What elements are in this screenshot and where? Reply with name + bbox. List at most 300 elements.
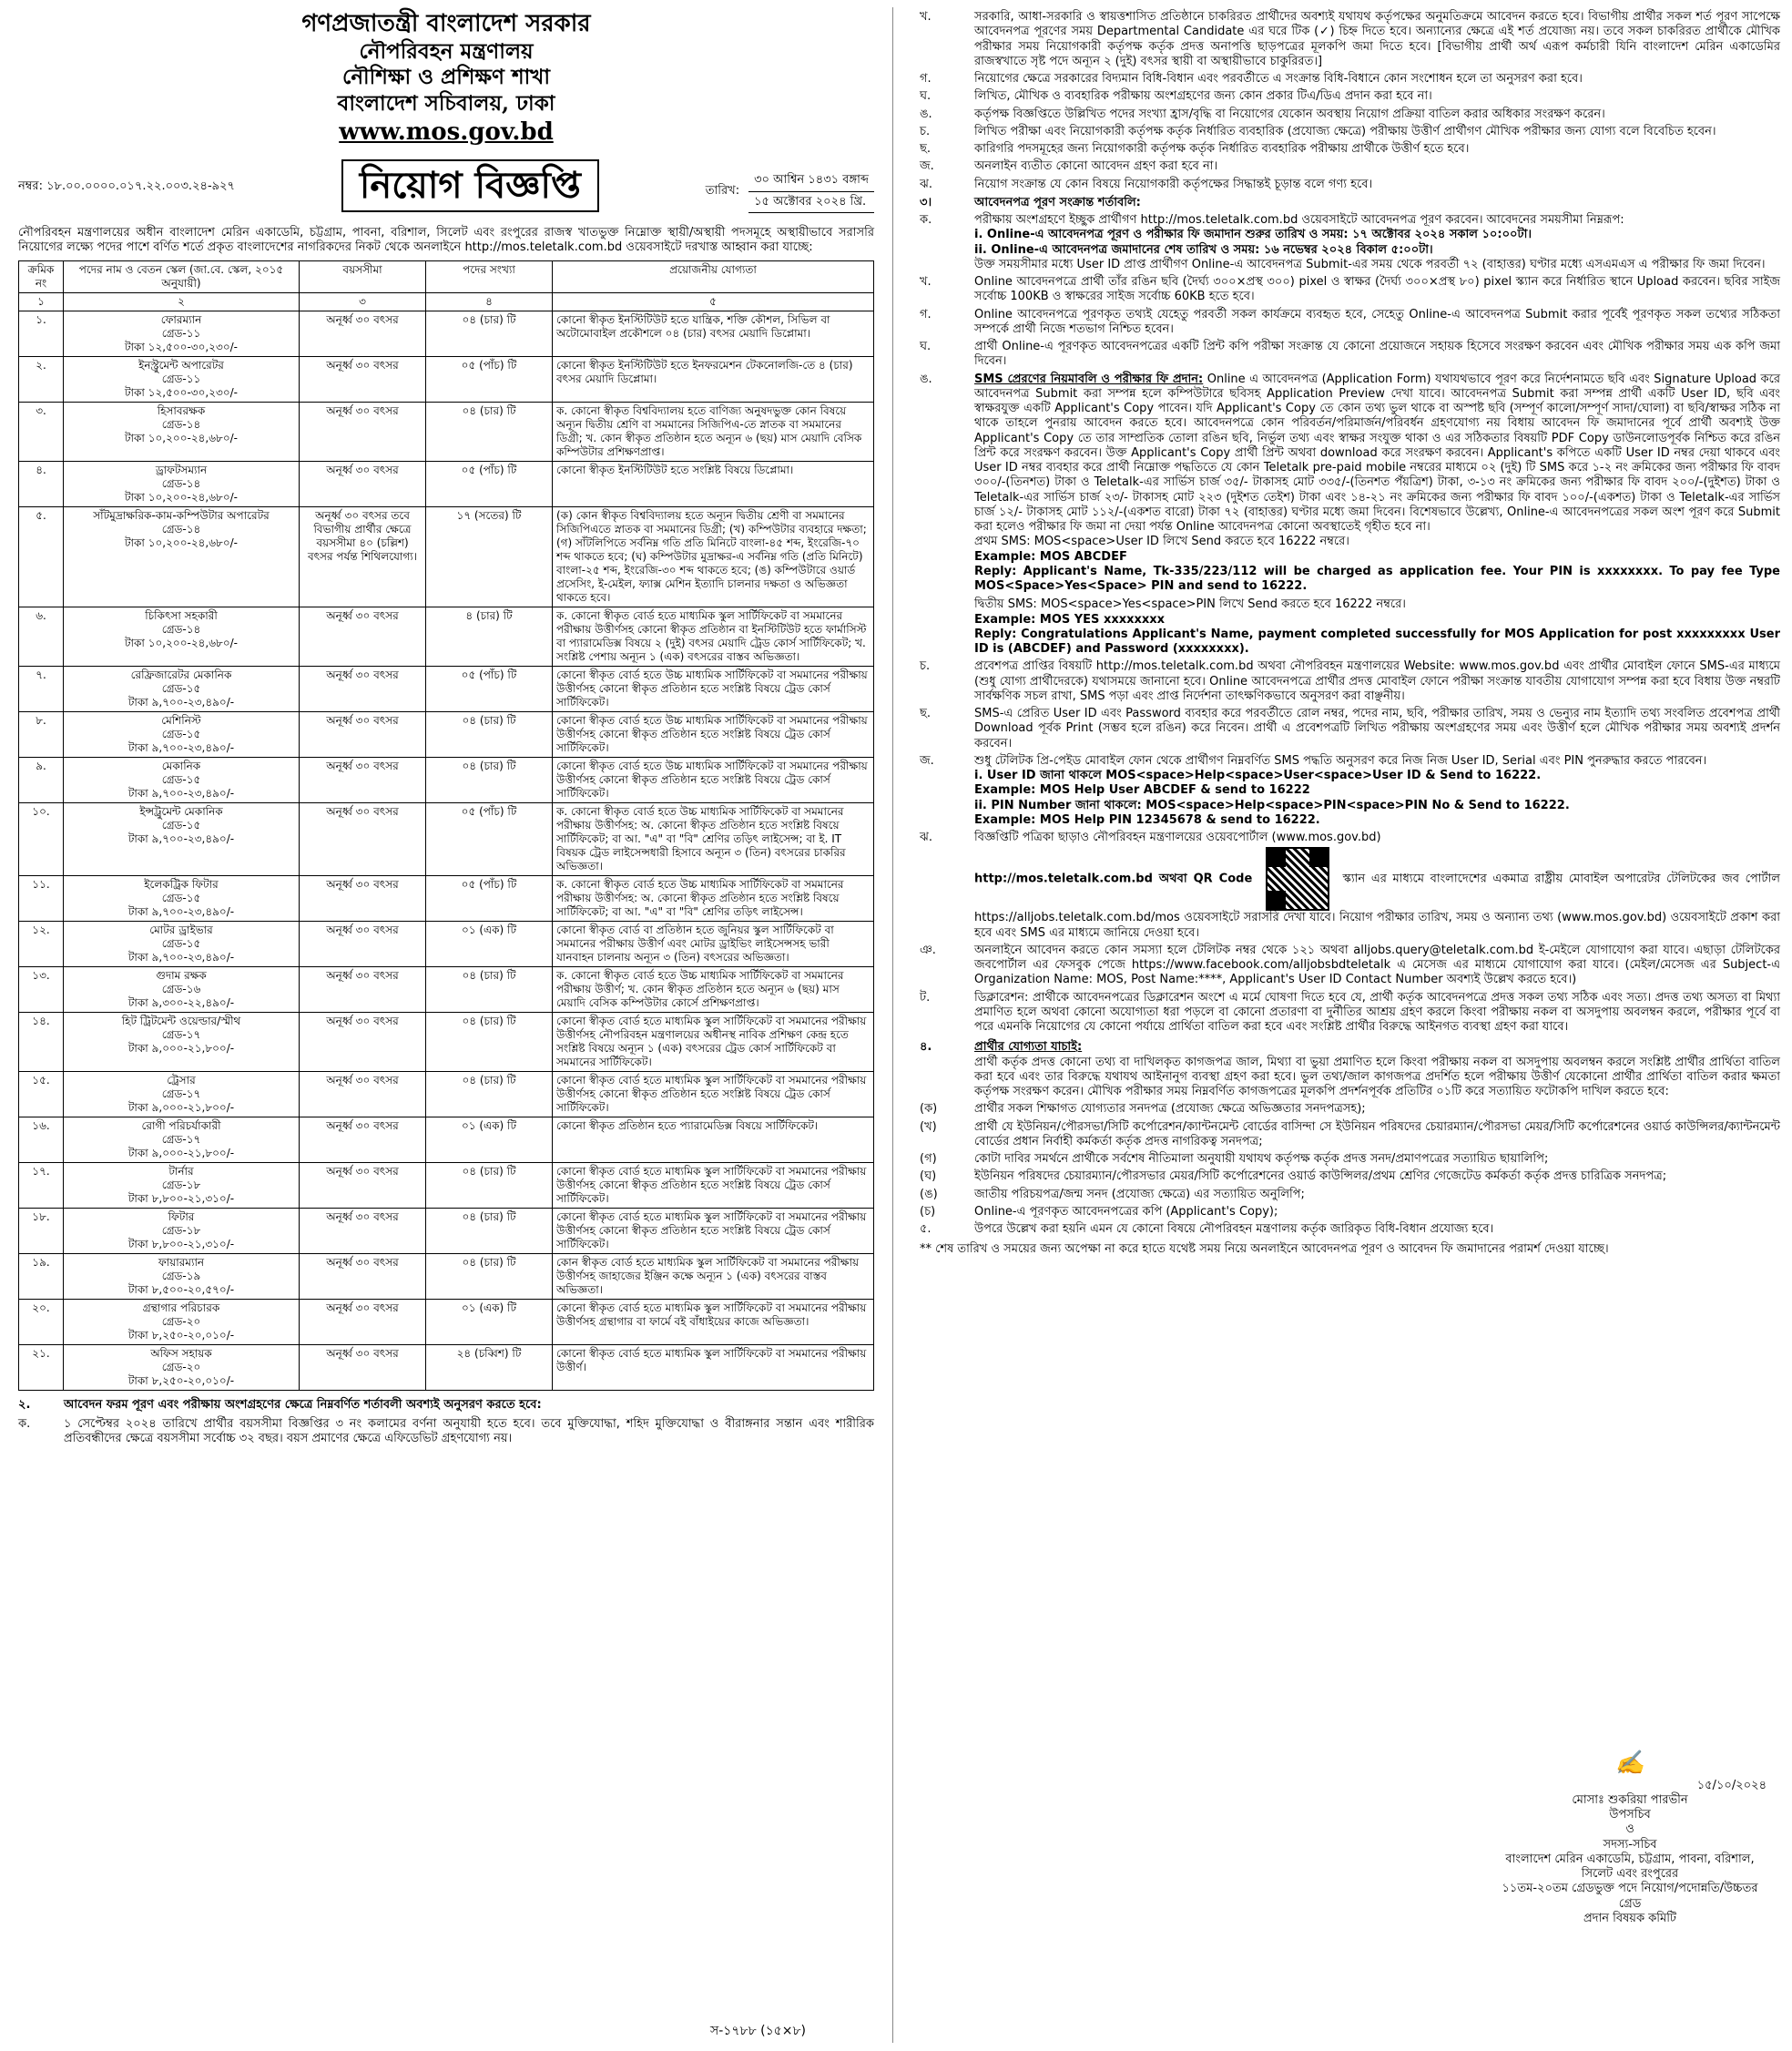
photo-signature-rules: Online আবেদনপত্রে প্রার্থী তাঁর রঙিন ছবি (দৈর্ঘ্য ৩০০×প্রস্থ ৩০০) pixel ও স্বাক্ষর (দৈর্ঘ্য ৩০০×প্রস্থ ৮০) pixel স্ক্যান করে নির্ধারিত স্থানে Upload করবেন। ছবির সাইজ সর্বোচ্চ 100KB ও স্বাক্ষরের সাইজ সর্বোচ্চ 60KB হতে হবে। (974, 275, 1780, 304)
section4 (920, 1040, 1780, 1099)
document-item (920, 1102, 1780, 1117)
cell-post (64, 758, 300, 803)
cell-age: অনূর্ধ্ব ৩০ বৎসর (300, 667, 426, 712)
cell-serial: ১১. (19, 876, 64, 922)
committee-line4: প্রদান বিষয়ক কমিটি (1583, 1911, 1677, 1925)
item-text: সরকারি, আধা-সরকারি ও স্বায়ত্তশাসিত প্রতিষ্ঠানে চাকরিরত প্রার্থীদের অবশ্যই যথাযথ কর্তৃপক্ষের অনুমতিক্রমে আবেদন করতে হবে। বিভাগীয় প্রার্থীর সকল শর্ত পূরণ সাপেক্ষে আবেদনপত্র পূরণের সময় Departmental Candidate এর ঘরে টিক (✓) চিহ্ন দিতে হবে। অন্যান্যের ক্ষেত্রে এই শর্ত প্রযোজ্য নয়। তবে সকল চাকরিরত প্রার্থীকে মৌখিক পরীক্ষার সময় নিয়োগকারী কর্তৃপক্ষ কর্তৃক প্রদত্ত অনাপত্তি ছাড়পত্রের মূলকপি জমা দিতে হবে। [বিভাগীয় প্রার্থী অর্থ এরূপ কর্মচারী যিনি বাংলাদেশ মেরিন একাডেমির রাজস্বখাতে সৃষ্ট পদে অন্যূন ২ (দুই) বৎসর স্থায়ী বা অস্থায়ীভাবে চাকুরিরত।] (974, 10, 1780, 68)
item-key: (চ) (920, 1204, 936, 1219)
cell-age: অনূর্ধ্ব ৩০ বৎসর (300, 357, 426, 403)
item-text: কর্তৃপক্ষ বিজ্ঞপ্তিতে উল্লিখিত পদের সংখ্যা হ্রাস/বৃদ্ধি বা নিয়োগের যেকোন অবস্থায় নিয়োগ প্রক্রিয়া বাতিল করার অধিকার সংরক্ষণ করেন। (974, 107, 1605, 121)
header-serial: ক্রমিক নং (19, 261, 64, 293)
column-divider (892, 7, 893, 2043)
cell-qualification: কোনো স্বীকৃত ইনস্টিটিউট হতে ইনফরমেশন টেকনোলজি-তে ৪ (চার) বৎসর মেয়াদি ডিপ্লোমা। (553, 357, 874, 403)
item-key: (ঙ) (920, 1187, 938, 1201)
item-key: ছ. (920, 142, 932, 156)
cell-post (64, 357, 300, 403)
letterhead (18, 9, 874, 147)
item-text: ইউনিয়ন পরিষদের চেয়ারম্যান/পৌরসভার মেয়র/সিটি কর্পোরেশনের ওয়ার্ড কাউন্সিলর/প্রথম শ্রেণির গেজেটেড কর্মকর্তা কর্তৃক প্রদত্ত চারিত্রিক সনদপত্র; (974, 1169, 1667, 1184)
section3-ta (920, 991, 1780, 1036)
post-name: গুদাম রক্ষক (156, 969, 207, 983)
cell-serial: ১৮. (19, 1209, 64, 1254)
post-pay-scale: টাকা ৯,৭০০-২৩,৪৯০/- (127, 696, 235, 709)
item-key: জ. (920, 159, 934, 174)
cell-serial: ৫. (19, 507, 64, 607)
post-grade: গ্রেড-১৫ (161, 728, 201, 741)
post-pay-scale: টাকা ১০,২০০-২৪,৬৮০/- (124, 432, 239, 445)
cell-age: অনূর্ধ্ব ৩০ বৎসর (300, 876, 426, 922)
cell-age: অনূর্ধ্ব ৩০ বৎসর (300, 1300, 426, 1345)
signature-block (1493, 1749, 1767, 1926)
intro-paragraph: নৌপরিবহন মন্ত্রণালয়ের অধীন বাংলাদেশ মেরিন একাডেমি, চট্টগ্রাম, পাবনা, বরিশাল, সিলেট এবং রংপুরের রাজস্ব খাতভুক্ত নিম্নোক্ত স্থায়ী/অস্থায়ী পদসমূহে অস্থায়ীভাবে সরাসরি নিয়োগের লক্ষ্যে পদের পাশে বর্ণিত শর্তে প্রকৃত বাংলাদেশের নাগরিকদের নিকট থেকে অনলাইনে http://mos.teletalk.com.bd ওয়েবসাইটে দরখাস্ত আহ্বান করা যাচ্ছে: (18, 225, 874, 254)
application-intro: পরীক্ষায় অংশগ্রহণে ইচ্ছুক প্রার্থীগণ http://mos.teletalk.com.bd ওয়েবসাইটে আবেদনপত্র পূরণ করবেন। আবেদনের সময়সীমা নিম্নরূপ: (974, 213, 1624, 227)
conditions-list (920, 10, 1780, 192)
cell-post (64, 712, 300, 758)
post-pay-scale: টাকা ৮,২৫০-২০,০১০/- (127, 1374, 235, 1388)
item-text: জাতীয় পরিচয়পত্র/জন্ম সনদ (প্রযোজ্য ক্ষেত্রে) এর সত্যায়িত অনুলিপি; (974, 1187, 1305, 1201)
cell-post (64, 1209, 300, 1254)
section3-nya (920, 944, 1780, 988)
cell-post (64, 1300, 300, 1345)
colnum-1: ১ (19, 293, 64, 311)
info-accuracy-rule: Online আবেদনপত্রে পূরণকৃত তথ্যই যেহেতু পরবর্তী সকল কার্যক্রমে ব্যবহৃত হবে, সেহেতু Online-এ আবেদনপত্র Submit করার পূর্বেই পূরণকৃত সকল তথ্যের সঠিকতা সম্পর্কে প্রার্থী নিজে শতভাগ নিশ্চিত হবেন। (974, 307, 1780, 336)
condition-item (920, 178, 1780, 192)
section5-num: ৫. (920, 1222, 932, 1236)
post-name: হিট ট্রিটমেন্ট ওয়েল্ডার/স্মীথ (121, 1015, 241, 1028)
cell-count: ০৪ (চার) টি (426, 1013, 553, 1072)
item-key: ট. (920, 990, 931, 1005)
post-pay-scale: টাকা ৯,০০০-২১,৮০০/- (127, 1147, 235, 1160)
condition-item (920, 142, 1780, 157)
table-colnum-row (19, 293, 874, 311)
sms-rules-heading: SMS প্রেরণের নিয়মাবলি ও পরীক্ষার ফি প্রদান: (974, 372, 1204, 386)
cell-post (64, 1117, 300, 1163)
item-key: গ. (920, 72, 932, 86)
table-row (19, 922, 874, 967)
colnum-4: ৪ (426, 293, 553, 311)
start-date-time: i. Online-এ আবেদনপত্র পূরণ ও পরীক্ষার ফি জমাদান শুরুর তারিখ ও সময়: ১৭ অক্টোবর ২০২৪ সকাল ১০:০০টা। (974, 228, 1532, 242)
section3-ka (920, 213, 1780, 272)
item-text: নিয়োগের ক্ষেত্রে সরকারের বিদ্যমান বিধি-বিধান এবং পরবর্তীতে এ সংক্রান্ত বিধি-বিধানে কোন সংশোধন হলে তা অনুসরণ করা হবে। (974, 72, 1583, 86)
post-name: সাঁটমুদ্রাক্ষরিক-কাম-কম্পিউটার অপারেটর (93, 509, 270, 523)
sms-rules-body: Online এ আবেদনপত্র (Application Form) যথাযথভাবে পূরণ করে নির্দেশনামতে ছবি এবং Signature Upload করে আবেদনপত্র Submit করা সম্পন্ন হলে কম্পিউটারে ছবিসহ Application Preview দেখা যাবে। আবেদনপত্র Submit করা সম্পন্ন প্রার্থী একটি User ID, ছবি এবং স্বাক্ষরযুক্ত একটি Applicant's Copy পাবেন। যদি Applicant's Copy তে কোন তথ্য ভুল থাকে বা অস্পষ্ট ছবি (সম্পূর্ণ কালো/সম্পূর্ণ সাদা/ঘোলা) বা ছবি/স্বাক্ষর সঠিক না থাকে তাহলে পুনরায় আবেদন করতে হবে। আবেদনপত্রে কোন পরিবর্তন/পরিমার্জন/পরিবর্ধন গ্রহণযোগ্য নয় বিধায় আবেদন ফি জমাদানের পূর্বে প্রার্থী অবশ্যই উক্ত Applicant's Copy তে তার সাম্প্রতিক তোলা রঙিন ছবি, নির্ভুল তথ্য এবং স্বাক্ষর সংযুক্ত থাকা ও এর সঠিকতার বিষয়টি PDF Copy ডাউনলোডপূর্বক নিশ্চিত করে রঙিন প্রিন্ট করে সংরক্ষণ করবেন। উক্ত Applicant's Copy প্রার্থী প্রিন্ট অথবা download করে সংরক্ষণ করবেন। Applicant's কপিতে একটি User ID নম্বর দেয়া থাকবে এবং User ID নম্বর ব্যবহার করে প্রার্থী নিম্নোক্ত পদ্ধতিতে যে কোন Teletalk pre-paid mobile নম্বরের মাধ্যমে ০২ (দুই) টি SMS করে ১-২ নং ক্রমিকের জন্য পরীক্ষার ফি বাবদ ৩০০/-(তিনশত) টাকা ও Teletalk-এর সার্ভিস চার্জ ৩৫/- টাকাসহ মোট ৩৩৫/-(তিনশত পঁয়ত্রিশ) টাকা, ৩-১৩ নং ক্রমিকের জন্য পরীক্ষার ফি বাবদ ২০০/-(দুইশত) টাকা ও Teletalk-এর সার্ভিস চার্জ ২৩/- টাকাসহ মোট ২২৩ (দুইশত তেইশ) টাকা এবং ১৪-২১ নং ক্রমিকের জন্য পরীক্ষার ফি বাবদ ১০০/-(একশত) টাকা ও Teletalk-এর সার্ভিস চার্জ ১২/- টাকাসহ মোট ১১২/-(একশত বারো) টাকা ৭২ (বাহাত্তর) ঘণ্টার মধ্যে জমা দিবেন। বিশেষভাবে উল্লেখ্য, Online-এ আবেদনপত্রের সকল অংশ পূরণ করে Submit করা হলেও পরীক্ষার ফি জমা না দেয়া পর্যন্ত Online আবেদনপত্র কোনো অবস্থাতেই গৃহীত হবে না। (974, 372, 1780, 534)
post-grade: গ্রেড-১৫ (161, 773, 201, 787)
item-text: লিখিত, মৌখিক ও ব্যবহারিক পরীক্ষায় অংশগ্রহণের জন্য কোন প্রকার টিএ/ডিএ প্রদান করা হবে না। (974, 89, 1432, 104)
documents-list (920, 1102, 1780, 1219)
section3-chha (920, 707, 1780, 751)
cell-post (64, 1163, 300, 1209)
cell-qualification: কোনো স্বীকৃত বোর্ড হতে উচ্চ মাধ্যমিক সার্টিফিকেট বা সমমানের পরীক্ষায় উত্তীর্ণসহ কোনো স্বীকৃত প্রতিষ্ঠান হতে সংশ্লিষ্ট বিষয়ে ট্রেড কোর্স সার্টিফিকেট। (553, 667, 874, 712)
item-key: ক. (920, 213, 932, 227)
item-key: ছ. (920, 707, 932, 720)
govt-name: গণপ্রজাতন্ত্রী বাংলাদেশ সরকার (301, 10, 591, 37)
table-row (19, 357, 874, 403)
item-key: খ. (920, 275, 932, 289)
cell-serial: ৩. (19, 403, 64, 462)
advisory-note-text: ** শেষ তারিখ ও সময়ের জন্য অপেক্ষা না করে হাতে যথেষ্ট সময় নিয়ে অনলাইনে আবেদনপত্র পূরণ ও আবেদন ফি জমাদানের পরামর্শ দেওয়া যাচ্ছে। (920, 1242, 1609, 1257)
section4-title: প্রার্থীর যোগ্যতা যাচাই: (974, 1040, 1083, 1055)
cell-post (64, 1254, 300, 1300)
date-english: ১৫ অক্টোবর ২০২৪ খ্রি. (748, 192, 874, 213)
document-item (920, 1152, 1780, 1167)
cell-serial: ১৩. (19, 967, 64, 1013)
post-grade: গ্রেড-১৫ (161, 819, 201, 832)
table-row (19, 1209, 874, 1254)
sms1-example: Example: MOS ABCDEF (974, 549, 1127, 564)
table-row (19, 1163, 874, 1209)
committee-line3: ১১তম-২০তম গ্রেডভুক্ত পদে নিয়োগ/পদোন্নতি/উচ্চতর গ্রেড (1502, 1882, 1758, 1911)
cell-qualification: কোনো স্বীকৃত ইনস্টিটিউট হতে সংশ্লিষ্ট বিষয়ে ডিপ্লোমা। (553, 462, 874, 507)
section4-body: প্রার্থী কর্তৃক প্রদত্ত কোনো তথ্য বা দাখিলকৃত কাগজপত্র জাল, মিথ্যা বা ভুয়া প্রমাণিত হলে কিংবা পরীক্ষায় নকল বা অসদুপায় অবলম্বন করলে সংশ্লিষ্ট প্রার্থীর প্রার্থিতা বাতিল করা হবে এবং তার বিরুদ্ধে যথাযথ আইনানুগ ব্যবস্থা গ্রহণ করা হবে। ভুল তথ্য/জাল কাগজপত্র প্রদর্শিত হলে পরীক্ষায় উত্তীর্ণ যেকোনো প্রার্থীর প্রার্থিতা বাতিল করার ক্ষমতা কর্তৃপক্ষ সংরক্ষণ করেন। মৌখিক পরীক্ষার সময় নিম্নবর্ণিত কাগজপত্রের মূলকপি প্রদর্শনপূর্বক প্রতিটির ০১টি করে সত্যায়িত ফটোকপি দাখিল করতে হবে: (974, 1055, 1780, 1098)
item-key: চ. (920, 124, 931, 138)
cell-age: অনূর্ধ্ব ৩০ বৎসর (300, 311, 426, 357)
item-key: (গ) (920, 1152, 937, 1166)
table-row (19, 667, 874, 712)
sms2-reply: Reply: Congratulations Applicant's Name, payment completed successfully for MOS Application for post xxxxxxxxx User ID is (ABCDEF) and Password (xxxxxxxx). (974, 627, 1780, 656)
cell-count: ০৫ (পাঁচ) টি (426, 876, 553, 922)
cell-count: ০৪ (চার) টি (426, 403, 553, 462)
table-row (19, 758, 874, 803)
table-row (19, 803, 874, 876)
date-label: তারিখ: (705, 184, 740, 199)
committee-line1: বাংলাদেশ মেরিন একাডেমি, চট্টগ্রাম, পাবনা, বরিশাল, (1505, 1852, 1755, 1866)
header-age-limit: বয়সসীমা (300, 261, 426, 293)
cell-serial: ৬. (19, 607, 64, 667)
post-grade: গ্রেড-১৫ (161, 682, 201, 696)
cell-serial: ১৪. (19, 1013, 64, 1072)
table-row (19, 967, 874, 1013)
qr-code-icon[interactable] (1266, 847, 1329, 911)
table-row (19, 1345, 874, 1391)
cell-qualification: কোনো স্বীকৃত বোর্ড হতে মাধ্যমিক স্কুল সার্টিফিকেট বা সমমানের পরীক্ষায় উত্তীর্ণসহ নৌপরিবহন মন্ত্রণালয়ের অধীনস্থ নাবিক প্রশিক্ষণ কেন্দ্র হতে সংশ্লিষ্ট বিষয়ে অন্যূন ১ (এক) বৎসরের ট্রেড কোর্স সার্টিফিকেট বা সমমানের সার্টিফিকেট। (553, 1013, 874, 1072)
table-row (19, 507, 874, 607)
post-name: চিকিৎসা সহকারী (145, 609, 218, 623)
cell-serial: ১৬. (19, 1117, 64, 1163)
portal-notice-cont: স্ক্যান এর মাধ্যমে বাংলাদেশের একমাত্র রাষ্ট্রীয় মোবাইল অপারেটর টেলিটকের জব পোর্টাল https://alljobs.teletalk.com.bd/mos ওয়েবসাইটে সরাসরি দেখা যাবে। নিয়োগ পরীক্ষার তারিখ, সময় ও অন্যান্য তথ্য (www.mos.gov.bd) ওয়েবসাইটে প্রকাশ করা হবে এবং SMS এর মাধ্যমে জানিয়ে দেওয়া হবে। (974, 872, 1780, 940)
portal-notice: বিজ্ঞপ্তিটি পত্রিকা ছাড়াও নৌপরিবহন মন্ত্রণালয়ের ওয়েবপোর্টাল (www.mos.gov.bd) (974, 831, 1381, 844)
cell-age: অনূর্ধ্ব ৩০ বৎসর (300, 1209, 426, 1254)
post-pay-scale: টাকা ১২,৫০০-৩০,২৩০/- (124, 386, 239, 400)
end-date-time: ii. Online-এ আবেদনপত্র জমাদানের শেষ তারিখ ও সময়: ১৬ নভেম্বর ২০২৪ বিকাল ৫:০০টা। (974, 242, 1433, 257)
item-key: (ঘ) (920, 1169, 937, 1184)
item-key: ঝ. (920, 177, 932, 191)
admit-card-notice: প্রবেশপত্র প্রাপ্তির বিষয়টি http://mos.teletalk.com.bd অথবা নৌপরিবহন মন্ত্রণালয়ের Website: www.mos.gov.bd এবং প্রার্থীর মোবাইল ফোনে SMS-এর মাধ্যমে (শুধু যোগ্য প্রার্থীদেরকে) যথাসময়ে জানানো হবে। Online আবেদনপত্রে প্রার্থীর প্রদত্ত মোবাইল ফোনে পরীক্ষা সংক্রান্ত যাবতীয় যোগাযোগ সম্পন্ন করা হবে বিধায় উক্ত নম্বরটি সার্বক্ষণিক সচল রাখা, SMS পড়া এবং প্রাপ্ত নির্দেশনা তাৎক্ষণিকভাবে অনুসরণ করা বাঞ্ছনীয়। (974, 659, 1780, 703)
post-pay-scale: টাকা ৯,৩০০-২২,৪৯০/- (127, 996, 235, 1010)
cell-serial: ১৯. (19, 1254, 64, 1300)
post-grade: গ্রেড-১৪ (161, 623, 201, 637)
cell-post (64, 803, 300, 876)
item-text: প্রার্থীর সকল শিক্ষাগত যোগ্যতার সনদপত্র (প্রযোজ্য ক্ষেত্রে অভিজ্ঞতার সনদপত্রসহ); (974, 1102, 1366, 1117)
post-grade: গ্রেড-১৮ (161, 1224, 201, 1238)
table-header-row (19, 261, 874, 293)
post-grade: গ্রেড-১৯ (161, 1270, 201, 1283)
table-row (19, 1013, 874, 1072)
section3-jha (920, 831, 1780, 941)
post-pay-scale: টাকা ১০,২০০-২৪,৬৮০/- (124, 536, 239, 550)
cell-age: অনূর্ধ্ব ৩০ বৎসর (300, 1163, 426, 1209)
post-name: ফিটার (168, 1210, 195, 1224)
post-name: মেশিনিস্ট (161, 714, 201, 728)
item-text: কারিগরি পদসমূহের জন্য নিয়োগকারী কর্তৃপক্ষ কর্তৃক নির্ধারিত ব্যবহারিক পরীক্ষায় প্রার্থীকে উত্তীর্ণ হতে হবে। (974, 142, 1470, 156)
cell-count: ০৪ (চার) টি (426, 1209, 553, 1254)
sms2-example: Example: MOS YES xxxxxxxx (974, 612, 1166, 627)
teletalk-link[interactable]: http://mos.teletalk.com.bd অথবা QR Code (974, 872, 1253, 886)
secretariat-address: বাংলাদেশ সচিবালয়, ঢাকা (337, 91, 555, 116)
post-name: ফোরম্যান (160, 313, 202, 327)
cell-serial: ১০. (19, 803, 64, 876)
cell-post (64, 1345, 300, 1391)
admit-download-rule: SMS-এ প্রেরিত User ID এবং Password ব্যবহার করে পরবর্তীতে রোল নম্বর, পদের নাম, ছবি, পরীক্ষার তারিখ, সময় ও ভেন্যুর নাম ইত্যাদি তথ্য সংবলিত প্রবেশপত্র প্রার্থী Download পূর্বক Print (সম্ভব হলে রঙিন) করে নিবেন। প্রার্থী এ প্রবেশপত্রটি লিখিত পরীক্ষায় অংশগ্রহণের সময় এবং উত্তীর্ণ হলে মৌখিক পরীক্ষার সময় অবশ্যই প্রদর্শন করবেন। (974, 707, 1780, 750)
post-grade: গ্রেড-১৪ (161, 523, 201, 536)
section2-item-ka (18, 1417, 874, 1447)
post-name: ইলেকট্রিক ফিটার (144, 878, 219, 892)
sms1-reply: Reply: Applicant's Name, Tk-335/223/112 will be charged as application fee. Your PIN is xxxxxxxx. To pay fee Type MOS<Space>Yes<Space> PIN and send to 16222. (974, 564, 1780, 593)
post-grade: গ্রেড-১৫ (161, 937, 201, 951)
post-name: টার্নার (168, 1165, 194, 1179)
post-pay-scale: টাকা ১২,৫০০-৩০,২৩০/- (124, 341, 239, 354)
post-pay-scale: টাকা ৯,৭০০-২৩,৪৯০/- (127, 787, 235, 801)
committee-line2: সিলেট এবং রংপুরের (1581, 1867, 1679, 1881)
cell-age: অনূর্ধ্ব ৩০ বৎসর (300, 1345, 426, 1391)
post-pay-scale: টাকা ৮,৮০০-২১,৩১০/- (127, 1192, 235, 1206)
item-key: ঞ. (920, 943, 936, 957)
fee-deadline-note: উক্ত সময়সীমার মধ্যে User ID প্রাপ্ত প্রার্থীগণ Online-এ আবেদনপত্র Submit-এর সময় থেকে পরবর্তী ৭২ (বাহাত্তর) ঘণ্টার মধ্যে এসএমএস এ পরীক্ষার ফি জমা দিবেন। (974, 257, 1766, 271)
post-name: অফিস সহায়ক (150, 1347, 212, 1361)
post-pay-scale: টাকা ৯,৭০০-২৩,৪৯০/- (127, 951, 235, 964)
cell-count: ০৪ (চার) টি (426, 311, 553, 357)
cell-serial: ১২. (19, 922, 64, 967)
cell-post (64, 311, 300, 357)
cell-count: ০৪ (চার) টি (426, 1254, 553, 1300)
cell-qualification: (ক) কোন স্বীকৃত বিশ্ববিদ্যালয় হতে অন্যূন দ্বিতীয় শ্রেণী বা সমমানের সিজিপিএতে স্নাতক বা সমমানের ডিগ্রী; (খ) কম্পিউটার ব্যবহারে দক্ষতা; (গ) সাঁটলিপিতে সর্বনিম্ন গতি প্রতি মিনিটে বাংলা-৪৫ শব্দ, ইংরেজি-৭০ শব্দ থাকতে হবে; (ঘ) কম্পিউটার মুদ্রাক্ষর-এ সর্বনিম্ন গতি (প্রতি মিনিটে) বাংলা-২৫ শব্দ, ইংরেজি-৩০ শব্দ থাকতে হবে; (ঙ) কম্পিউটারে ওয়ার্ড প্রসেসিং, ই-মেইল, ফ্যাক্স মেশিন ইত্যাদি চালনার দক্ষতা ও অভিজ্ঞতা থাকতে হবে। (553, 507, 874, 607)
item-key: জ. (920, 753, 934, 768)
date-block (706, 170, 874, 213)
cell-qualification: কোনো স্বীকৃত বোর্ড হতে মাধ্যমিক স্কুল সার্টিফিকেট বা সমমানের পরীক্ষায় উত্তীর্ণসহ কোনো স্বীকৃত প্রতিষ্ঠান হতে সংশ্লিষ্ট বিষয়ে ট্রেড কোর্স সার্টিফিকেট। (553, 1163, 874, 1209)
post-grade: গ্রেড-১১ (161, 327, 201, 341)
cell-serial: ২০. (19, 1300, 64, 1345)
table-row (19, 1072, 874, 1117)
post-pay-scale: টাকা ৮,৫০০-২০,৫৭০/- (127, 1283, 235, 1297)
recovery-userid-example: Example: MOS Help User ABCDEF & send to 16222 (974, 783, 1310, 798)
cell-age: অনূর্ধ্ব ৩০ বৎসর (300, 607, 426, 667)
cell-qualification: কোনো স্বীকৃত প্রতিষ্ঠান হতে প্যারামেডিক্স বিষয়ে সার্টিফিকেট। (553, 1117, 874, 1163)
header-qualification: প্রয়োজনীয় যোগ্যতা (553, 261, 874, 293)
cell-age: অনূর্ধ্ব ৩০ বৎসর (300, 462, 426, 507)
ministry-name: নৌপরিবহন মন্ত্রণালয় (359, 38, 534, 64)
document-item (920, 1169, 1780, 1184)
item-text: অনলাইন ব্যতীত কোনো আবেদন গ্রহণ করা হবে না। (974, 159, 1218, 174)
cell-serial: ২১. (19, 1345, 64, 1391)
cell-count: ০৫ (পাঁচ) টি (426, 803, 553, 876)
table-row (19, 403, 874, 462)
item-key: ক. (18, 1416, 31, 1431)
cell-serial: ৭. (19, 667, 64, 712)
posts-table-body (19, 311, 874, 1391)
post-grade: গ্রেড-২০ (161, 1315, 201, 1329)
item-key: খ. (920, 10, 932, 24)
cell-count: ৪ (চার) টি (426, 607, 553, 667)
notice-title: নিয়োগ বিজ্ঞপ্তি (341, 159, 599, 212)
condition-item (920, 159, 1780, 174)
section2-title: আবেদন ফরম পূরণ এবং পরীক্ষায় অংশগ্রহণের ক্ষেত্রে নিম্নবর্ণিত শর্তাবলী অবশ্যই অনুসরণ করতে হবে: (64, 1398, 542, 1413)
signature-date: ১৫/১০/২০২৪ (1696, 1778, 1767, 1792)
cell-qualification: ক. কোনো স্বীকৃত বোর্ড হতে মাধ্যমিক স্কুল সার্টিফিকেট বা সমমানের পরীক্ষায় উত্তীর্ণসহ কোনো স্বীকৃত প্রতিষ্ঠান বা ইনস্টিটিউট হতে ফার্মাসিস্ট বা প্যারামেডিক্স বিষয়ে ২ (দুই) বৎসর মেয়াদি ট্রেড কোর্স সার্টিফিকেট; খ. সংশ্লিষ্ট পেশায় অন্যূন ১ (এক) বৎসরের বাস্তব অভিজ্ঞতা। (553, 607, 874, 667)
branch-name: নৌশিক্ষা ও প্রশিক্ষণ শাখা (341, 65, 551, 90)
section5 (920, 1222, 1780, 1237)
item-key: ঝ. (920, 831, 932, 844)
condition-item (920, 72, 1780, 87)
signatory-role: সদস্য-সচিব (1603, 1837, 1657, 1852)
header-post-count: পদের সংখ্যা (426, 261, 553, 293)
recovery-pin-example: Example: MOS Help PIN 12345678 & send to 16222. (974, 812, 1320, 827)
section3-heading (920, 196, 1780, 210)
cell-count: ০৪ (চার) টি (426, 712, 553, 758)
cell-age: অনূর্ধ্ব ৩০ বৎসর (300, 967, 426, 1013)
cell-count: ১৭ (সতের) টি (426, 507, 553, 607)
advisory-note (920, 1242, 1780, 1257)
item-key: ঘ. (920, 340, 932, 353)
cell-qualification: কোন স্বীকৃত বোর্ড হতে মাধ্যমিক স্কুল সার্টিফিকেট বা সমমানের পরীক্ষায় উত্তীর্ণসহ জাহাজের ইঞ্জিন কক্ষে অন্যূন ১ (এক) বৎসরের বাস্তব অভিজ্ঞতা। (553, 1254, 874, 1300)
post-grade: গ্রেড-১৬ (161, 983, 201, 996)
cell-qualification: কোনো স্বীকৃত বোর্ড হতে মাধ্যমিক স্কুল সার্টিফিকেট বা সমমানের পরীক্ষায় উত্তীর্ণসহ কোনো স্বীকৃত প্রতিষ্ঠান হতে সংশ্লিষ্ট বিষয়ে ট্রেড কোর্স সার্টিফিকেট। (553, 1072, 874, 1117)
post-pay-scale: টাকা ১০,২০০-২৪,৬৮০/- (124, 637, 239, 650)
cell-qualification: ক. কোনো স্বীকৃত বোর্ড হতে উচ্চ মাধ্যমিক সার্টিফিকেট বা সমমানের পরীক্ষায় উত্তীর্ণসহ: অ. কোনো স্বীকৃত প্রতিষ্ঠান হতে সংশ্লিষ্ট বিষয়ে সার্টিফিকেট; বা আ. "এ" বা "বি" শ্রেণির তড়িৎ লাইসেন্স; বা ই. IT বিষয়ক ট্রেড লাইসেন্সধারী হিসাবে অন্যূন ৩ (তিন) বৎসরের চাকরির অভিজ্ঞতা। (553, 803, 874, 876)
post-pay-scale: টাকা ৯,০০০-২১,৮০০/- (127, 1101, 235, 1115)
cell-count: ০১ (এক) টি (426, 1117, 553, 1163)
post-pay-scale: টাকা ১০,২০০-২৪,৬৮০/- (124, 491, 239, 505)
table-row (19, 712, 874, 758)
cell-count: ০৪ (চার) টি (426, 967, 553, 1013)
cell-post (64, 922, 300, 967)
section3-ga (920, 308, 1780, 338)
item-key: (খ) (920, 1119, 937, 1134)
cell-age: অনূর্ধ্ব ৩০ বৎসর (300, 1254, 426, 1300)
cell-serial: ৯. (19, 758, 64, 803)
cell-post (64, 507, 300, 607)
item-key: ঙ. (920, 107, 932, 121)
table-row (19, 311, 874, 357)
sms1-instruction: প্রথম SMS: MOS<space>User ID লিখে Send করতে হবে 16222 নম্বরে। (974, 535, 1349, 549)
post-name: ড্রাফটসম্যান (155, 464, 208, 477)
post-name: মোটর ড্রাইভার (149, 923, 213, 937)
item-key: ঘ. (920, 89, 932, 104)
cell-qualification: কোনো স্বীকৃত বোর্ড হতে মাধ্যমিক স্কুল সার্টিফিকেট বা সমমানের পরীক্ষায় উত্তীর্ণসহ কোনো স্বীকৃত প্রতিষ্ঠান হতে সংশ্লিষ্ট বিষয়ে ট্রেড কোর্স সার্টিফিকেট। (553, 1209, 874, 1254)
post-grade: গ্রেড-১৫ (161, 892, 201, 905)
cell-serial: ৪. (19, 462, 64, 507)
post-name: ইনস্ট্রুমেন্ট অপারেটর (138, 359, 224, 372)
signatory-and: ও (1625, 1822, 1634, 1837)
cell-count: ০৪ (চার) টি (426, 1163, 553, 1209)
section3-ja (920, 754, 1780, 828)
post-grade: গ্রেড-১১ (161, 372, 201, 386)
item-key: ঙ. (920, 372, 932, 386)
post-grade: গ্রেড-১৪ (161, 418, 201, 432)
section5-body: উপরে উল্লেখ করা হয়নি এমন যে কোনো বিষয়ে নৌপরিবহন মন্ত্রণালয় কর্তৃক জারিকৃত বিধি-বিধান প্রযোজ্য হবে। (974, 1222, 1494, 1236)
cell-age: অনূর্ধ্ব ৩০ বৎসর (300, 803, 426, 876)
cell-qualification: কোনো স্বীকৃত ইনস্টিটিউট হতে যান্ত্রিক, শক্তি কৌশল, সিভিল বা অটোমোবাইল প্রকৌশলে ০৪ (চার) বৎসর মেয়াদি ডিপ্লোমা। (553, 311, 874, 357)
cell-serial: ১৫. (19, 1072, 64, 1117)
cell-age: অনূর্ধ্ব ৩০ বৎসর (300, 403, 426, 462)
cell-count: ০৫ (পাঁচ) টি (426, 667, 553, 712)
cell-age: অনূর্ধ্ব ৩০ বৎসর (300, 922, 426, 967)
table-row (19, 607, 874, 667)
condition-item (920, 107, 1780, 122)
recovery-pin: ii. PIN Number জানা থাকলে: MOS<space>Help<space>PIN<space>PIN No & Send to 16222. (974, 798, 1570, 812)
cell-count: ০৪ (চার) টি (426, 758, 553, 803)
section3-title: আবেদনপত্র পূরণ সংক্রান্ত শর্তাবলি: (974, 195, 1141, 209)
item-key: চ. (920, 659, 931, 674)
item-text: ১ সেপ্টেম্বর ২০২৪ তারিখে প্রার্থীর বয়সসীমা বিজ্ঞপ্তির ৩ নং কলামের বর্ণনা অনুযায়ী হতে হবে। তবে মুক্তিযোদ্ধা, শহিদ মুক্তিযোদ্ধা ও বীরাঙ্গনার সন্তান এবং শারীরিক প্রতিবন্ধীদের ক্ষেত্রে বয়সসীমা সর্বোচ্চ ৩২ বছর। বয়স প্রমাণের ক্ষেত্রে এফিডেভিট গ্রহণযোগ্য নয়। (64, 1416, 874, 1445)
cell-post (64, 403, 300, 462)
recovery-userid: i. User ID জানা থাকলে MOS<space>Help<space>User<space>User ID & Send to 16222. (974, 769, 1542, 782)
section3-cha (920, 659, 1780, 704)
post-name: ইন্সট্রুমেন্ট মেকানিক (139, 805, 223, 819)
post-grade: গ্রেড-১৭ (161, 1028, 201, 1042)
table-row (19, 1300, 874, 1345)
cell-count: ০৪ (চার) টি (426, 1072, 553, 1117)
cell-qualification: ক. কোনো স্বীকৃত বিশ্ববিদ্যালয় হতে বাণিজ্য অনুষদভুক্ত কোন বিষয়ে অন্যূন দ্বিতীয় শ্রেণি বা সমমানের সিজিপিএ-তে স্নাতক বা সমমানের ডিগ্রী; খ. কোন স্বীকৃত প্রতিষ্ঠান হতে অন্যূন ৬ (ছয়) মাস মেয়াদি বেসিক কম্পিউটার প্রশিক্ষণপ্রাপ্ত। (553, 403, 874, 462)
post-name: মেকানিক (161, 760, 201, 773)
reference-row (18, 152, 874, 213)
sms2-instruction: দ্বিতীয় SMS: MOS<space>Yes<space>PIN লিখে Send করতে হবে 16222 নম্বরে। (974, 597, 1406, 612)
section3-gha (920, 340, 1780, 370)
condition-item (920, 10, 1780, 69)
post-grade: গ্রেড-১৮ (161, 1179, 201, 1192)
print-code: স-১৭৮৮ (১৫×৮) (710, 2024, 807, 2038)
date-bangla: ৩০ আশ্বিন ১৪৩১ বঙ্গাব্দ (748, 170, 874, 191)
post-pay-scale: টাকা ৯,৭০০-২৩,৪৯০/- (127, 832, 235, 846)
left-column (18, 9, 874, 1446)
section3-num: ৩। (920, 195, 932, 209)
cell-qualification: কোনো স্বীকৃত বোর্ড হতে উচ্চ মাধ্যমিক সার্টিফিকেট বা সমমানের পরীক্ষায় উত্তীর্ণসহ কোনো স্বীকৃত প্রতিষ্ঠান হতে সংশ্লিষ্ট বিষয়ে ট্রেড কোর্স সার্টিফিকেট। (553, 758, 874, 803)
post-name: রোগী পরিচর্যাকারী (141, 1119, 221, 1133)
table-row (19, 1117, 874, 1163)
cell-serial: ১. (19, 311, 64, 357)
document-item (920, 1205, 1780, 1219)
cell-serial: ৮. (19, 712, 64, 758)
post-pay-scale: টাকা ৮,২৫০-২০,০১০/- (127, 1329, 235, 1342)
cell-age: অনূর্ধ্ব ৩০ বৎসর (300, 758, 426, 803)
section3-kha (920, 275, 1780, 305)
cell-qualification: ক. কোনো স্বীকৃত বোর্ড হতে উচ্চ মাধ্যমিক সার্টিফিকেট বা সমমানের পরীক্ষায় উত্তীর্ণসহ: অ. কোনো স্বীকৃত প্রতিষ্ঠান হতে সংশ্লিষ্ট বিষয়ে সার্টিফিকেট; বা আ. "এ" বা "বি" শ্রেণির তড়িৎ লাইসেন্স। (553, 876, 874, 922)
help-contact: অনলাইনে আবেদন করতে কোন সমস্যা হলে টেলিটক নম্বর থেকে ১২১ অথবা alljobs.query@teletalk.com.bd ই-মেইলে যোগাযোগ করা যাবে। এছাড়া টেলিটকের জবপোর্টাল এর ফেসবুক পেজে https://www.facebook.com/alljobsbdteletalk এ মেসেজ এর মাধ্যমে যোগাযোগ করা যাবে। (মেইল/মেসেজ এর Subject-এ Organization Name: MOS, Post Name:****, Applicant's User ID Contact Number অবশ্যই উল্লেখ করতে হবে।) (974, 943, 1780, 987)
memo-number: নম্বর: ১৮.০০.০০০০.০১৭.২২.০০৩.২৪-৯২৭ (18, 179, 235, 194)
item-key: (ক) (920, 1102, 938, 1117)
header-post-name: পদের নাম ও বেতন স্কেল (জা.বে. স্কেল, ২০১৫ অনুযায়ী) (64, 261, 300, 293)
cell-count: ০৫ (পাঁচ) টি (426, 357, 553, 403)
post-name: ট্রেসার (167, 1074, 196, 1087)
post-name: ফায়ারম্যান (158, 1256, 205, 1270)
cell-age: অনূর্ধ্ব ৩০ বৎসর তবে বিভাগীয় প্রার্থীর ক্ষেত্রে বয়সসীমা ৪০ (চল্লিশ) বৎসর পর্যন্ত শিথিলযোগ্য। (300, 507, 426, 607)
cell-qualification: কোনো স্বীকৃত বোর্ড বা প্রতিষ্ঠান হতে জুনিয়র স্কুল সার্টিফিকেট বা সমমানের পরীক্ষায় উত্তীর্ণ এবং মোটর ড্রাইভিং লাইসেন্সসহ ভারী যানবাহন চালনায় অন্যূন ৩ (তিন) বৎসরের অভিজ্ঞতা। (553, 922, 874, 967)
cell-count: ০৫ (পাঁচ) টি (426, 462, 553, 507)
colnum-5: ৫ (553, 293, 874, 311)
cell-qualification: কোনো স্বীকৃত বোর্ড হতে উচ্চ মাধ্যমিক সার্টিফিকেট বা সমমানের পরীক্ষায় উত্তীর্ণসহ কোনো স্বীকৃত প্রতিষ্ঠান হতে সংশ্লিষ্ট বিষয়ে ট্রেড কোর্স সার্টিফিকেট। (553, 712, 874, 758)
colnum-2: ২ (64, 293, 300, 311)
cell-post (64, 462, 300, 507)
item-text: লিখিত পরীক্ষা এবং নিয়োগকারী কর্তৃপক্ষ কর্তৃক নির্ধারিত ব্যবহারিক (প্রযোজ্য ক্ষেত্রে) পরীক্ষায় উত্তীর্ণ প্রার্থীগণ মৌখিক পরীক্ষার জন্য যোগ্য বলে বিবেচিত হবেন। (974, 124, 1716, 138)
ministry-website[interactable]: www.mos.gov.bd (339, 117, 554, 146)
cell-age: অনূর্ধ্ব ৩০ বৎসর (300, 1117, 426, 1163)
post-grade: গ্রেড-১৪ (161, 477, 201, 491)
document-item (920, 1120, 1780, 1150)
document-item (920, 1188, 1780, 1202)
item-text: নিয়োগ সংক্রান্ত যে কোন বিষয়ে নিয়োগকারী কর্তৃপক্ষের সিদ্ধান্তই চূড়ান্ত বলে গণ্য হবে। (974, 177, 1373, 191)
table-row (19, 876, 874, 922)
cell-post (64, 967, 300, 1013)
cell-count: ০১ (এক) টি (426, 1300, 553, 1345)
signature-mark: ✍ (1614, 1750, 1645, 1777)
cell-post (64, 1072, 300, 1117)
